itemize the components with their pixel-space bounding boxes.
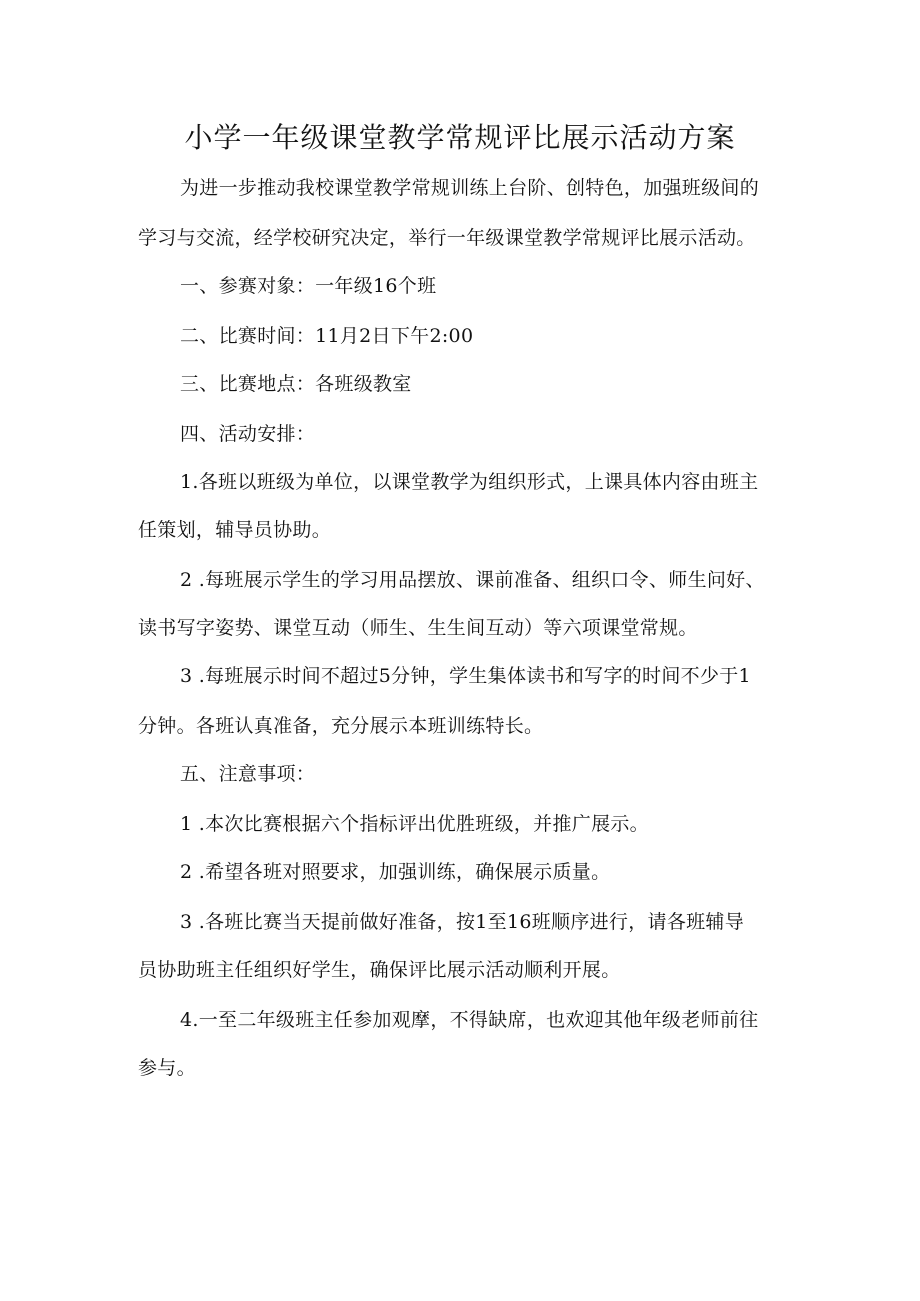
section-location: 三、比赛地点：各班级教室: [180, 373, 412, 395]
notes-item-3-line-1: 3 .各班比赛当天提前做好准备，按1至16班顺序进行，请各班辅导: [180, 911, 745, 933]
arrangement-item-2-line-2: 读书写字姿势、课堂互动（师生、生生间互动）等六项课堂常规。: [138, 617, 698, 639]
document-title: 小学一年级课堂教学常规评比展示活动方案: [184, 121, 736, 154]
notes-item-2: 2 .希望各班对照要求，加强训练，确保展示质量。: [180, 861, 611, 883]
notes-item-4-line-1: 4.一至二年级班主任参加观摩，不得缺席，也欢迎其他年级老师前往: [180, 1009, 759, 1031]
section-participants: 一、参赛对象：一年级16个班: [180, 275, 437, 297]
intro-line-2: 学习与交流，经学校研究决定，举行一年级课堂教学常规评比展示活动。: [138, 227, 756, 249]
arrangement-item-2-line-1: 2 .每班展示学生的学习用品摆放、课前准备、组织口令、师生问好、: [180, 569, 765, 591]
section-time: 二、比赛时间：11月2日下午2:00: [180, 325, 474, 347]
arrangement-item-1-line-1: 1.各班以班级为单位，以课堂教学为组织形式，上课具体内容由班主: [180, 471, 759, 493]
notes-item-3-line-2: 员协助班主任组织好学生，确保评比展示活动顺利开展。: [138, 959, 621, 981]
arrangement-item-3-line-1: 3 .每班展示时间不超过5分钟，学生集体读书和写字的时间不少于1: [180, 665, 751, 687]
notes-item-4-line-2: 参与。: [138, 1057, 196, 1079]
notes-item-1: 1 .本次比赛根据六个指标评出优胜班级，并推广展示。: [180, 813, 649, 835]
arrangement-item-1-line-2: 任策划，辅导员协助。: [138, 519, 332, 541]
section-notes: 五、注意事项：: [180, 763, 316, 785]
section-arrangement: 四、活动安排：: [180, 423, 316, 445]
intro-line-1: 为进一步推动我校课堂教学常规训练上台阶、创特色，加强班级间的: [180, 177, 760, 199]
arrangement-item-3-line-2: 分钟。各班认真准备，充分展示本班训练特长。: [138, 715, 544, 737]
